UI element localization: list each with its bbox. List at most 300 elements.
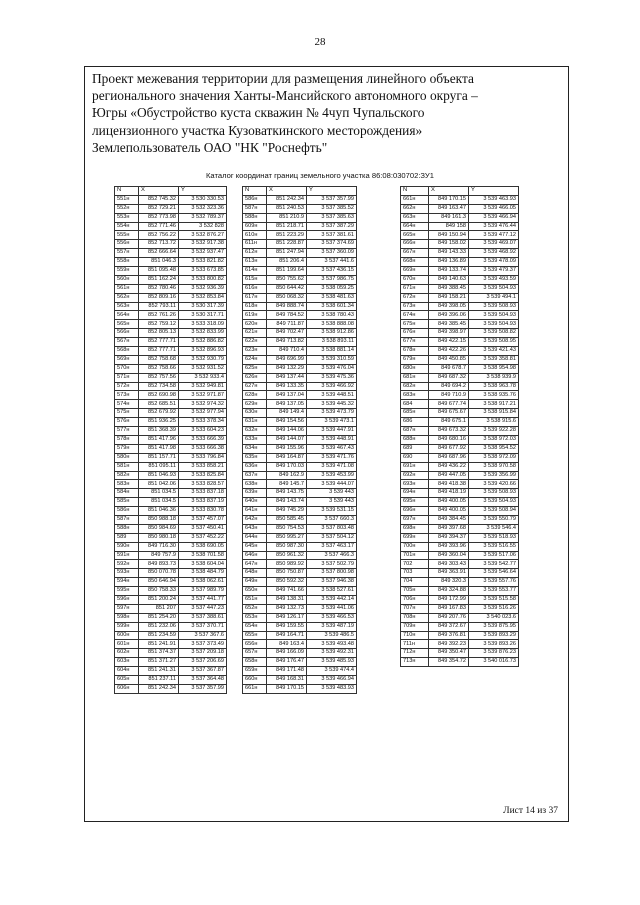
table-row — [243, 515, 357, 524]
point-number: 563н — [115, 302, 139, 311]
coord-x: 852 773.98 — [139, 213, 179, 222]
coord-y: 3 532 833.99 — [179, 329, 227, 338]
point-number: 588н — [243, 213, 267, 222]
coord-y: 3 537 441.77 — [179, 595, 227, 604]
point-number: 692н — [401, 471, 429, 480]
table-row — [115, 231, 227, 240]
point-number: 567н — [115, 338, 139, 347]
point-number: 680н — [401, 364, 429, 373]
coord-y: 3 539 486.5 — [307, 631, 357, 640]
coord-y: 3 539 476.04 — [307, 364, 357, 373]
point-number: 632н — [243, 427, 267, 436]
point-number: 677н — [401, 338, 429, 347]
point-number: 638н — [243, 480, 267, 489]
table-row — [115, 320, 227, 329]
coord-x: 849 150.94 — [429, 231, 469, 240]
coord-y: 3 537 502.79 — [307, 560, 357, 569]
table-row — [243, 444, 357, 453]
coord-y: 3 539 492.31 — [307, 649, 357, 658]
point-number: 582н — [115, 471, 139, 480]
coord-x: 849 354.72 — [429, 658, 469, 667]
coord-y: 3 539 477.12 — [469, 231, 519, 240]
point-number: 615н — [243, 275, 267, 284]
table-row — [401, 569, 519, 578]
point-number: 662н — [401, 204, 429, 213]
coord-y: 3 539 466.92 — [307, 382, 357, 391]
coord-y: 3 539 518.93 — [469, 533, 519, 542]
coord-y: 3 538 484.79 — [179, 569, 227, 578]
coord-y: 3 539 531.15 — [307, 507, 357, 516]
coord-x: 849 303.43 — [429, 560, 469, 569]
coord-x: 849 893.73 — [139, 560, 179, 569]
point-number: 684 — [401, 400, 429, 409]
coord-x: 849 145.7 — [267, 480, 307, 489]
coord-y: 3 533 796.84 — [179, 453, 227, 462]
table-row — [401, 640, 519, 649]
table-row — [243, 658, 357, 667]
coord-y: 3 538 888.08 — [307, 320, 357, 329]
table-row — [115, 462, 227, 471]
coord-x: 849 422.26 — [429, 347, 469, 356]
coord-y: 3 533 800.82 — [179, 275, 227, 284]
table-row — [401, 222, 519, 231]
coord-x: 849 678.7 — [429, 364, 469, 373]
table-row — [243, 400, 357, 409]
coord-x: 849 716.30 — [139, 542, 179, 551]
table-row — [115, 355, 227, 364]
coord-y: 3 539 516.26 — [469, 604, 519, 613]
table-row — [401, 507, 519, 516]
table-row — [115, 515, 227, 524]
coord-x: 851 223.29 — [267, 231, 307, 240]
coord-x: 849 158 — [429, 222, 469, 231]
table-row — [243, 587, 357, 596]
table-row — [115, 213, 227, 222]
point-number: 702 — [401, 560, 429, 569]
point-number: 592н — [115, 560, 139, 569]
point-number: 591н — [115, 551, 139, 560]
coord-x: 851 162.24 — [139, 275, 179, 284]
coord-y: 3 539 466.05 — [469, 204, 519, 213]
point-number: 633н — [243, 435, 267, 444]
coord-x: 849 137.44 — [267, 373, 307, 382]
point-number: 616н — [243, 284, 267, 293]
coord-y: 3 532 917.38 — [179, 240, 227, 249]
table-row — [115, 444, 227, 453]
point-number: 693н — [401, 480, 429, 489]
coord-y: 3 533 378.34 — [179, 418, 227, 427]
table-row — [243, 471, 357, 480]
table-row — [115, 204, 227, 213]
coord-y: 3 539 442.14 — [307, 595, 357, 604]
coord-y: 3 539 546.64 — [469, 569, 519, 578]
coord-x: 850 758.33 — [139, 587, 179, 596]
coord-y: 3 533 837.18 — [179, 489, 227, 498]
page-number: 28 — [314, 36, 326, 48]
table-row — [115, 542, 227, 551]
coord-y: 3 537 800.98 — [307, 569, 357, 578]
table-row — [401, 347, 519, 356]
coordinates-table-left — [114, 186, 227, 694]
coord-x: 849 400.05 — [429, 498, 469, 507]
table-row — [401, 649, 519, 658]
coord-x: 851 034.5 — [139, 498, 179, 507]
column-header: Y — [179, 187, 227, 196]
table-row — [243, 551, 357, 560]
coord-x: 849 155.96 — [267, 444, 307, 453]
coord-y: 3 539 478.09 — [469, 258, 519, 267]
table-row — [243, 382, 357, 391]
coord-x: 849 394.37 — [429, 533, 469, 542]
coord-y: 3 539 508.93 — [469, 489, 519, 498]
point-number: 675н — [401, 320, 429, 329]
coord-y: 3 533 318.09 — [179, 320, 227, 329]
coord-x: 849 388.45 — [429, 284, 469, 293]
table-row — [401, 240, 519, 249]
coord-y: 3 532 937.47 — [179, 249, 227, 258]
coord-x: 849 393.96 — [429, 542, 469, 551]
point-number: 622н — [243, 338, 267, 347]
coord-y: 3 537 373.49 — [179, 640, 227, 649]
table-row — [115, 240, 227, 249]
point-number: 555н — [115, 231, 139, 240]
point-number: 698н — [401, 524, 429, 533]
table-row — [243, 204, 357, 213]
header-line: лицензионного участка Кузоваткинского месторождения» — [92, 122, 423, 138]
point-number: 650н — [243, 587, 267, 596]
coord-x: 849 418.19 — [429, 489, 469, 498]
coord-x: 851 417.96 — [139, 435, 179, 444]
point-number: 668н — [401, 258, 429, 267]
coord-x: 851 237.11 — [139, 675, 179, 684]
coord-x: 849 162.9 — [267, 471, 307, 480]
table-row — [243, 373, 357, 382]
point-number: 568н — [115, 347, 139, 356]
coord-y: 3 537 367.6 — [179, 631, 227, 640]
table-row — [115, 338, 227, 347]
coord-y: 3 539 358.81 — [469, 355, 519, 364]
coord-x: 851 046.3 — [139, 258, 179, 267]
coord-y: 3 538 881.14 — [307, 347, 357, 356]
coord-x: 851 206.4 — [267, 258, 307, 267]
coord-y: 3 537 364.48 — [179, 675, 227, 684]
coord-x: 851 417.98 — [139, 444, 179, 453]
coord-x: 850 961.32 — [267, 551, 307, 560]
coord-x: 849 372.67 — [429, 622, 469, 631]
coord-y: 3 532 323.36 — [179, 204, 227, 213]
point-number: 614н — [243, 267, 267, 276]
table-row — [115, 533, 227, 542]
table-row — [115, 409, 227, 418]
point-number: 573н — [115, 391, 139, 400]
table-row — [115, 418, 227, 427]
coord-x: 849 888.74 — [267, 302, 307, 311]
table-row — [401, 364, 519, 373]
table-row — [401, 489, 519, 498]
table-row — [243, 213, 357, 222]
coord-x: 852 757.56 — [139, 373, 179, 382]
coord-x: 849 392.23 — [429, 640, 469, 649]
point-number: 661н — [243, 684, 267, 693]
point-number: 705н — [401, 587, 429, 596]
point-number: 642н — [243, 515, 267, 524]
point-number: 571н — [115, 373, 139, 382]
coord-x: 849 784.52 — [267, 311, 307, 320]
coord-x: 851 368.39 — [139, 427, 179, 436]
point-number: 583н — [115, 480, 139, 489]
table-row — [115, 649, 227, 658]
table-row — [243, 480, 357, 489]
coord-x: 849 137.05 — [267, 400, 307, 409]
table-row — [243, 427, 357, 436]
table-row — [401, 293, 519, 302]
table-row — [115, 284, 227, 293]
table-row — [115, 364, 227, 373]
coord-y: 3 538 690.05 — [179, 542, 227, 551]
coord-y: 3 537 989.79 — [179, 587, 227, 596]
point-number: 674н — [401, 311, 429, 320]
point-number: 690 — [401, 453, 429, 462]
coord-x: 849 673.32 — [429, 427, 469, 436]
point-number: 644н — [243, 533, 267, 542]
coord-x: 849 677.74 — [429, 400, 469, 409]
point-number: 652н — [243, 604, 267, 613]
coord-y: 3 539 485.93 — [307, 658, 357, 667]
table-row — [243, 320, 357, 329]
coord-y: 3 539 356.99 — [469, 471, 519, 480]
table-row — [401, 373, 519, 382]
coord-x: 851 242.34 — [267, 195, 307, 204]
point-number: 660н — [243, 675, 267, 684]
coord-y: 3 532 949.81 — [179, 382, 227, 391]
table-row — [243, 222, 357, 231]
coord-y: 3 532 876.27 — [179, 231, 227, 240]
coord-x: 852 713.72 — [139, 240, 179, 249]
point-number: 581н — [115, 462, 139, 471]
coord-x: 851 200.24 — [139, 595, 179, 604]
table-row — [401, 418, 519, 427]
table-row — [401, 462, 519, 471]
point-number: 553н — [115, 213, 139, 222]
coord-y: 3 537 946.38 — [307, 578, 357, 587]
point-number: 673н — [401, 302, 429, 311]
point-number: 667н — [401, 249, 429, 258]
point-number: 564н — [115, 311, 139, 320]
point-number: 669н — [401, 267, 429, 276]
coord-x: 849 422.15 — [429, 338, 469, 347]
table-row — [243, 329, 357, 338]
table-row — [401, 444, 519, 453]
point-number: 699н — [401, 533, 429, 542]
point-number: 579н — [115, 444, 139, 453]
coord-y: 3 537 441.6 — [307, 258, 357, 267]
point-number: 646н — [243, 551, 267, 560]
point-number: 630н — [243, 409, 267, 418]
table-row — [401, 275, 519, 284]
coord-y: 3 539 508.82 — [469, 329, 519, 338]
table-row — [401, 400, 519, 409]
coord-y: 3 538 780.43 — [307, 311, 357, 320]
point-number: 554н — [115, 222, 139, 231]
coord-y: 3 538 935.76 — [469, 391, 519, 400]
coordinates-table-middle — [242, 186, 357, 694]
table-row — [115, 631, 227, 640]
table-row — [115, 587, 227, 596]
point-number: 631н — [243, 418, 267, 427]
point-number: 629н — [243, 400, 267, 409]
coord-x: 849 144.07 — [267, 435, 307, 444]
table-row — [243, 595, 357, 604]
point-number: 617н — [243, 293, 267, 302]
coord-x: 849 324.88 — [429, 587, 469, 596]
coord-x: 851 199.64 — [267, 267, 307, 276]
coord-y: 3 539 893.26 — [469, 640, 519, 649]
column-header: X — [429, 187, 469, 196]
coord-x: 849 158.02 — [429, 240, 469, 249]
table-row — [401, 302, 519, 311]
coord-y: 3 538 912.86 — [307, 329, 357, 338]
coord-y: 3 532 974.32 — [179, 400, 227, 409]
coord-x: 851 374.37 — [139, 649, 179, 658]
point-number: 653н — [243, 613, 267, 622]
column-header: Y — [469, 187, 519, 196]
table-row — [115, 382, 227, 391]
coord-x: 852 734.58 — [139, 382, 179, 391]
point-number: 621н — [243, 329, 267, 338]
point-number: 659н — [243, 667, 267, 676]
table-row — [115, 551, 227, 560]
coord-x: 852 729.21 — [139, 204, 179, 213]
table-row — [115, 391, 227, 400]
coord-x: 849 384.45 — [429, 515, 469, 524]
point-number: 560н — [115, 275, 139, 284]
point-number: 707н — [401, 604, 429, 613]
table-row — [115, 471, 227, 480]
coord-y: 3 537 357.99 — [179, 684, 227, 693]
coord-x: 850 755.62 — [267, 275, 307, 284]
table-row — [115, 249, 227, 258]
table-row — [115, 400, 227, 409]
coord-x: 849 168.31 — [267, 675, 307, 684]
table-row — [401, 195, 519, 204]
table-row — [401, 267, 519, 276]
coord-y: 3 537 385.63 — [307, 213, 357, 222]
point-number: 611н — [243, 240, 267, 249]
table-row — [243, 507, 357, 516]
document-header — [92, 70, 562, 156]
point-number: 593н — [115, 569, 139, 578]
coord-x: 849 133.74 — [429, 267, 469, 276]
coord-x: 849 172.99 — [429, 595, 469, 604]
table-row — [401, 427, 519, 436]
coord-y: 3 533 858.21 — [179, 462, 227, 471]
coord-x: 850 988.18 — [139, 515, 179, 524]
point-number: 559н — [115, 267, 139, 276]
coord-x: 849 164.87 — [267, 453, 307, 462]
coord-y: 3 539 504.93 — [469, 320, 519, 329]
point-number: 709н — [401, 622, 429, 631]
table-row — [243, 640, 357, 649]
coord-y: 3 537 374.69 — [307, 240, 357, 249]
coord-x: 849 757.9 — [139, 551, 179, 560]
point-number: 639н — [243, 489, 267, 498]
header-line: Проект межевания территории для размещения линейного объекта — [92, 71, 474, 86]
coord-x: 851 242.34 — [139, 684, 179, 693]
table-row — [401, 435, 519, 444]
coord-y: 3 538 604.04 — [179, 560, 227, 569]
coord-x: 851 240.53 — [267, 204, 307, 213]
table-row — [115, 275, 227, 284]
table-row — [243, 275, 357, 284]
coord-y: 3 537 803.48 — [307, 524, 357, 533]
point-number: 671н — [401, 284, 429, 293]
point-number: 661н — [401, 195, 429, 204]
coord-y: 3 532 936.39 — [179, 284, 227, 293]
coord-x: 852 777.71 — [139, 338, 179, 347]
coord-y: 3 539 473.1 — [307, 418, 357, 427]
point-number: 641н — [243, 507, 267, 516]
coord-y: 3 533 821.82 — [179, 258, 227, 267]
table-row — [401, 604, 519, 613]
coord-y: 3 539 550.79 — [469, 515, 519, 524]
point-number: 626н — [243, 373, 267, 382]
point-number: 577н — [115, 427, 139, 436]
coord-y: 3 538 481.63 — [307, 293, 357, 302]
point-number: 647н — [243, 560, 267, 569]
coord-x: 850 646.94 — [139, 578, 179, 587]
coord-y: 3 530 317.39 — [179, 302, 227, 311]
coord-y: 3 539 468.92 — [469, 249, 519, 258]
point-number: 587н — [243, 204, 267, 213]
coord-x: 852 793.11 — [139, 302, 179, 311]
coord-y: 3 539 508.94 — [469, 507, 519, 516]
coord-x: 849 143.75 — [267, 489, 307, 498]
column-header: X — [139, 187, 179, 196]
table-row — [115, 480, 227, 489]
coord-y: 3 539 504.93 — [469, 498, 519, 507]
table-row — [115, 622, 227, 631]
table-row — [401, 320, 519, 329]
coord-y: 3 539 508.95 — [469, 338, 519, 347]
table-row — [243, 347, 357, 356]
point-number: 701н — [401, 551, 429, 560]
point-number: 590н — [115, 542, 139, 551]
coord-x: 849 675.67 — [429, 409, 469, 418]
point-number: 710н — [401, 631, 429, 640]
point-number: 663н — [401, 213, 429, 222]
coord-x: 850 592.32 — [267, 578, 307, 587]
point-number: 598н — [115, 613, 139, 622]
point-number: 600н — [115, 631, 139, 640]
point-number: 683н — [401, 391, 429, 400]
table-row — [401, 391, 519, 400]
coord-y: 3 532 930.79 — [179, 355, 227, 364]
coord-y: 3 538 601.34 — [307, 302, 357, 311]
table-row — [115, 489, 227, 498]
table-row — [401, 578, 519, 587]
table-row — [401, 409, 519, 418]
table-row — [115, 524, 227, 533]
coord-x: 849 713.82 — [267, 338, 307, 347]
coord-y: 3 539 310.59 — [307, 355, 357, 364]
coord-y: 3 530 317.71 — [179, 311, 227, 320]
coord-x: 850 750.87 — [267, 569, 307, 578]
coord-x: 852 679.92 — [139, 409, 179, 418]
point-number: 637н — [243, 471, 267, 480]
table-row — [115, 640, 227, 649]
point-number: 586н — [115, 507, 139, 516]
header-line: регионального значения Ханты-Мансийского автономного округа – — [92, 88, 478, 104]
